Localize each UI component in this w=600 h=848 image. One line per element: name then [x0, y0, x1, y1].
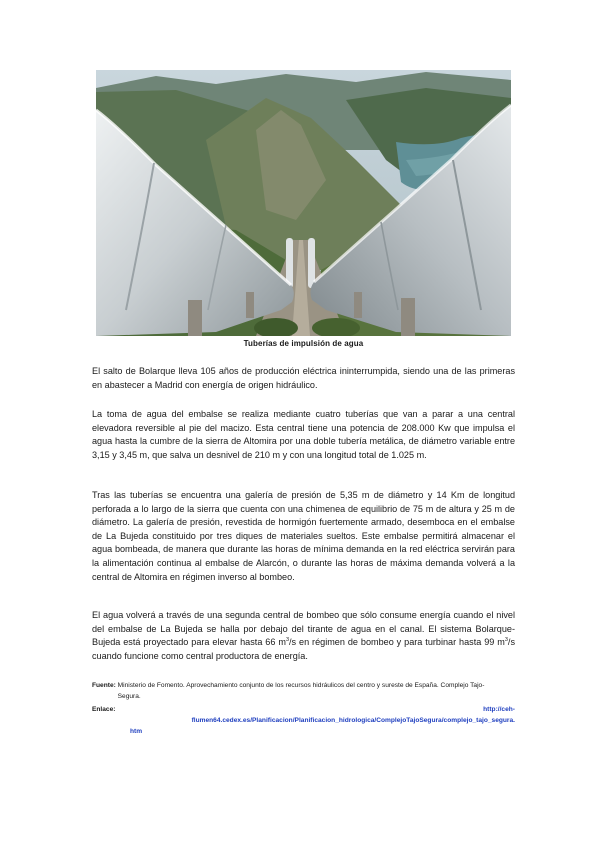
- paragraph-water-intake: La toma de agua del embalse se realiza mediante cuatro tuberías que van a parar a una central elevadora reversible al pie del macizo. Esta central tiene una potencia de 208.000 Kw que impulsa el agua hasta la cumbre de la sierra de Altomira por una doble tubería metálica, de diámetro variable entre 3,15 y 3,45 m, que salva un desnivel de 210 m y con una longitud total de 1.025 m.: [92, 409, 515, 460]
- source-text: Ministerio de Fomento. Aprovechamiento conjunto de los recursos hidráulicos del centro y sureste de España. Complejo Tajo-Segura.: [117, 682, 485, 700]
- paragraph-bolarque-history: El salto de Bolarque lleva 105 años de producción eléctrica ininterrumpida, siendo una de las primeras en abastecer a Madrid con energía de origen hidráulico.: [92, 366, 515, 390]
- source-link-part[interactable]: flumen64.cedex.es/Planificacion/Planificacion_hidrologica/ComplejoTajoSegura/complejo_tajo_segura.: [191, 717, 515, 724]
- superscript-cubed: 3: [285, 637, 289, 644]
- superscript-cubed: 3: [504, 637, 508, 644]
- source-link-part[interactable]: http://ceh-: [483, 706, 515, 713]
- paragraph-bujeda-system: [92, 609, 515, 663]
- source-label: Fuente:: [92, 682, 116, 689]
- paragraph-pressure-gallery: Tras las tuberías se encuentra una galería de presión de 5,35 m de diámetro y 14 Km de longitud perforada a lo largo de la sierra que cuenta con una chimenea de equilibrio de 75 m de altura y 25 m de diámetro. La galería de presión, revestida de hormigón fuertemente armado, desemboca en el embalse de La Bujeda constituido por tres diques de materiales sueltos. Este embalse permitirá almacenar el agua bombeada, de manera que durante las horas de mínima demanda en la red eléctrica servirán para la alimentación continua al embalse de Alarcón, o durante las horas de máxima demanda volverá a la central de Altomira en régimen inverso al bombeo.: [92, 490, 515, 582]
- pipelines-photo: [96, 70, 511, 336]
- paragraph-text-part: /s cuando funcione como central productora de energía.: [92, 637, 515, 661]
- source-note: [92, 680, 515, 702]
- paragraph-text-part: /s en régimen de bombeo y para turbinar hasta 99 m: [289, 637, 505, 648]
- link-note: [92, 704, 515, 735]
- figure-caption: Tuberías de impulsión de agua: [243, 339, 364, 348]
- link-label: Enlace:: [92, 706, 116, 713]
- pipelines-photo-illustration: [96, 70, 511, 336]
- paragraph-text-part: El agua volverá a través de una segunda central de bombeo que sólo consume energía cuando el nivel del embalse de La Bujeda se halla por debajo del tirante de agua en el canal. El sistema Bolarque-Bujeda está proyectado para elevar hasta 66 m: [92, 610, 515, 648]
- source-link-part[interactable]: htm: [130, 728, 143, 735]
